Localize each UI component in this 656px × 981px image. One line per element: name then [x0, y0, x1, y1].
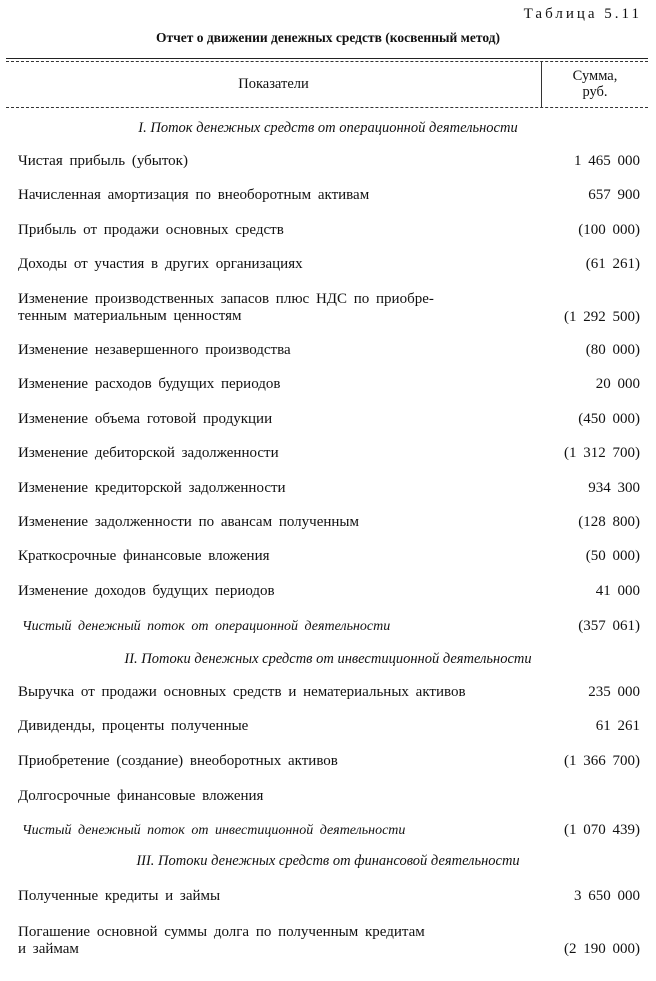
row-label-subtotal: Чистый денежный поток от инвестиционной деятельности [22, 823, 406, 838]
table-title: Отчет о движении денежных средств (косвенный метод) [155, 30, 501, 45]
header-top-rule [6, 58, 648, 59]
section-title-financing: III. Потоки денежных средств от финансовой деятельности [136, 853, 520, 869]
row-value: (2 190 000) [564, 941, 640, 957]
row-value: 61 261 [595, 718, 640, 734]
table-label: Таблица 5.11 [523, 6, 642, 22]
row-label: Изменение производственных запасов плюс НДС по приобре- [18, 291, 434, 307]
header-sum-line1: Сумма, [572, 68, 618, 84]
header-indicators: Показатели [238, 75, 309, 92]
row-value: (50 000) [585, 548, 640, 564]
header-bottom-rule [6, 107, 648, 108]
section-title-operating: I. Поток денежных средств от операционной деятельности [138, 120, 518, 136]
row-value: (1 292 500) [564, 309, 640, 325]
row-label: Изменение дебиторской задолженности [18, 445, 279, 461]
row-value-subtotal: (357 061) [578, 618, 640, 634]
row-label: Изменение кредиторской задолженности [18, 480, 286, 496]
row-value: (80 000) [585, 342, 640, 358]
row-label: Полученные кредиты и займы [18, 888, 221, 904]
row-label-subtotal: Чистый денежный поток от операционной деятельности [22, 619, 391, 634]
row-value-subtotal: (1 070 439) [564, 822, 640, 838]
row-value: 41 000 [595, 583, 640, 599]
row-label-continued: и займам [18, 941, 79, 957]
row-label: Долгосрочные финансовые вложения [18, 788, 264, 804]
row-value: (100 000) [578, 222, 640, 238]
row-value: (1 366 700) [564, 753, 640, 769]
row-label: Изменение объема готовой продукции [18, 411, 273, 427]
row-label-continued: тенным материальным ценностям [18, 308, 242, 324]
row-label: Изменение незавершенного производства [18, 342, 291, 358]
row-label: Изменение задолженности по авансам полученным [18, 514, 359, 530]
row-value: 1 465 000 [574, 153, 640, 169]
row-value: 657 900 [588, 187, 640, 203]
row-label: Прибыль от продажи основных средств [18, 222, 284, 238]
row-label: Выручка от продажи основных средств и нематериальных активов [18, 684, 466, 700]
row-value: (1 312 700) [564, 445, 640, 461]
header-sum-line2: руб. [582, 84, 608, 100]
row-value: 934 300 [588, 480, 640, 496]
row-value: 235 000 [588, 684, 640, 700]
row-value: 3 650 000 [574, 888, 640, 904]
row-label: Изменение доходов будущих периодов [18, 583, 275, 599]
row-label: Погашение основной суммы долга по полученным кредитам [18, 924, 425, 940]
row-label: Доходы от участия в других организациях [18, 256, 303, 272]
row-label: Начисленная амортизация по внеоборотным активам [18, 187, 370, 203]
row-label: Изменение расходов будущих периодов [18, 376, 281, 392]
row-value: (61 261) [585, 256, 640, 272]
row-label: Чистая прибыль (убыток) [18, 153, 188, 169]
row-value: (450 000) [578, 411, 640, 427]
row-label: Приобретение (создание) внеоборотных активов [18, 753, 338, 769]
row-label: Дивиденды, проценты полученные [18, 718, 249, 734]
header-sum [542, 61, 648, 107]
row-value: (128 800) [578, 514, 640, 530]
section-title-investing: II. Потоки денежных средств от инвестиционной деятельности [124, 651, 532, 667]
row-label: Краткосрочные финансовые вложения [18, 548, 270, 564]
row-value: 20 000 [595, 376, 640, 392]
